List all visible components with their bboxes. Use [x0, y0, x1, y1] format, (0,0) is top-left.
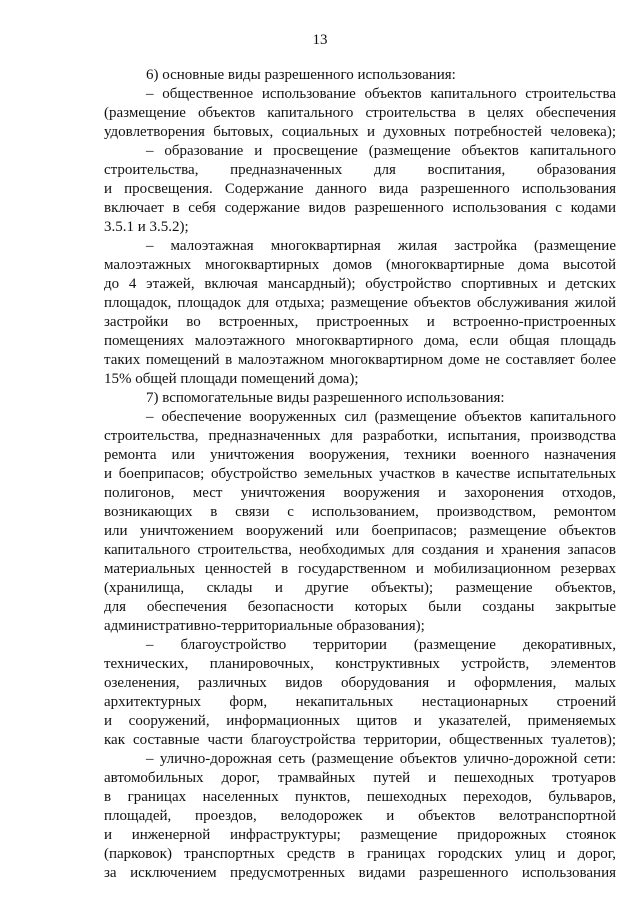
text-line: в границах населенных пунктов, пешеходных переходов, бульваров, [104, 789, 616, 805]
text-line: строительства, предназначенных для воспитания, образования [104, 162, 616, 178]
text-line: включает в себя содержание видов разрешенного использования с кодами [104, 200, 616, 216]
text-line: административно-территориальные образования); [104, 618, 425, 634]
text-line: (парковок) транспортных средств в границах городских улиц и дорог, [104, 846, 616, 862]
page-number: 13 [312, 32, 328, 48]
text-line: – образование и просвещение (размещение объектов капитального [146, 143, 616, 159]
text-line: таких помещений в малоэтажном многоквартирном доме не составляет более [104, 352, 616, 368]
text-line: материальных ценностей в государственном и мобилизационном резервах [104, 561, 616, 577]
text-line: или уничтожением вооружений или боеприпасов; размещение объектов [104, 523, 616, 539]
text-line: помещениях малоэтажного многоквартирного дома, если общая площадь [104, 333, 616, 349]
text-line: площадок, площадок для отдыха; размещение объектов обслуживания жилой [104, 295, 616, 311]
text-line: застройки во встроенных, пристроенных и встроенно-пристроенных [104, 314, 616, 330]
text-line: 15% общей площади помещений дома); [104, 371, 359, 387]
text-line: – благоустройство территории (размещение декоративных, [146, 637, 616, 653]
text-line: 3.5.1 и 3.5.2); [104, 219, 189, 235]
text-line: капитального строительства, необходимых для создания и хранения запасов [104, 542, 616, 558]
text-line: за исключением предусмотренных видами разрешенного использования [104, 865, 616, 881]
text-line: и боеприпасов; обустройство земельных участков в качестве испытательных [104, 466, 616, 482]
text-line: автомобильных дорог, трамвайных путей и пешеходных тротуаров [104, 770, 616, 786]
text-line: архитектурных форм, некапитальных нестационарных строений [104, 694, 616, 710]
text-line: 6) основные виды разрешенного использования: [146, 67, 456, 83]
text-line: – малоэтажная многоквартирная жилая застройка (размещение [146, 238, 616, 254]
text-line: технических, планировочных, конструктивных устройств, элементов [104, 656, 616, 672]
text-line: малоэтажных многоквартирных домов (многоквартирные дома высотой [104, 257, 616, 273]
text-line: удовлетворения бытовых, социальных и духовных потребностей человека); [104, 124, 616, 140]
text-line: (размещение объектов капитального строительства в целях обеспечения [104, 105, 616, 121]
text-line: (хранилища, склады и другие объекты); размещение объектов, [104, 580, 616, 596]
text-line: как составные части благоустройства территории, общественных туалетов); [104, 732, 616, 748]
text-line: озеленения, различных видов оборудования и оформления, малых [104, 675, 616, 691]
text-line: – общественное использование объектов капитального строительства [146, 86, 616, 102]
text-line: и сооружений, информационных щитов и указателей, применяемых [104, 713, 616, 729]
text-line: площадей, проездов, велодорожек и объектов велотранспортной [104, 808, 616, 824]
text-line: 7) вспомогательные виды разрешенного использования: [146, 390, 505, 406]
text-line: ремонта или уничтожения вооружения, техники военного назначения [104, 447, 616, 463]
text-line: – улично-дорожная сеть (размещение объектов улично-дорожной сети: [146, 751, 616, 767]
text-line: полигонов, мест уничтожения вооружения и захоронения отходов, [104, 485, 616, 501]
text-line: и просвещения. Содержание данного вида разрешенного использования [104, 181, 616, 197]
text-line: возникающих в связи с использованием, производством, ремонтом [104, 504, 616, 520]
text-line: для обеспечения безопасности которых были созданы закрытые [104, 599, 616, 615]
text-line: до 4 этажей, включая мансардный); обустройство спортивных и детских [104, 276, 616, 292]
text-line: строительства, предназначенных для разработки, испытания, производства [104, 428, 616, 444]
text-line: – обеспечение вооруженных сил (размещение объектов капитального [146, 409, 616, 425]
text-line: и инженерной инфраструктуры; размещение придорожных стоянок [104, 827, 616, 843]
